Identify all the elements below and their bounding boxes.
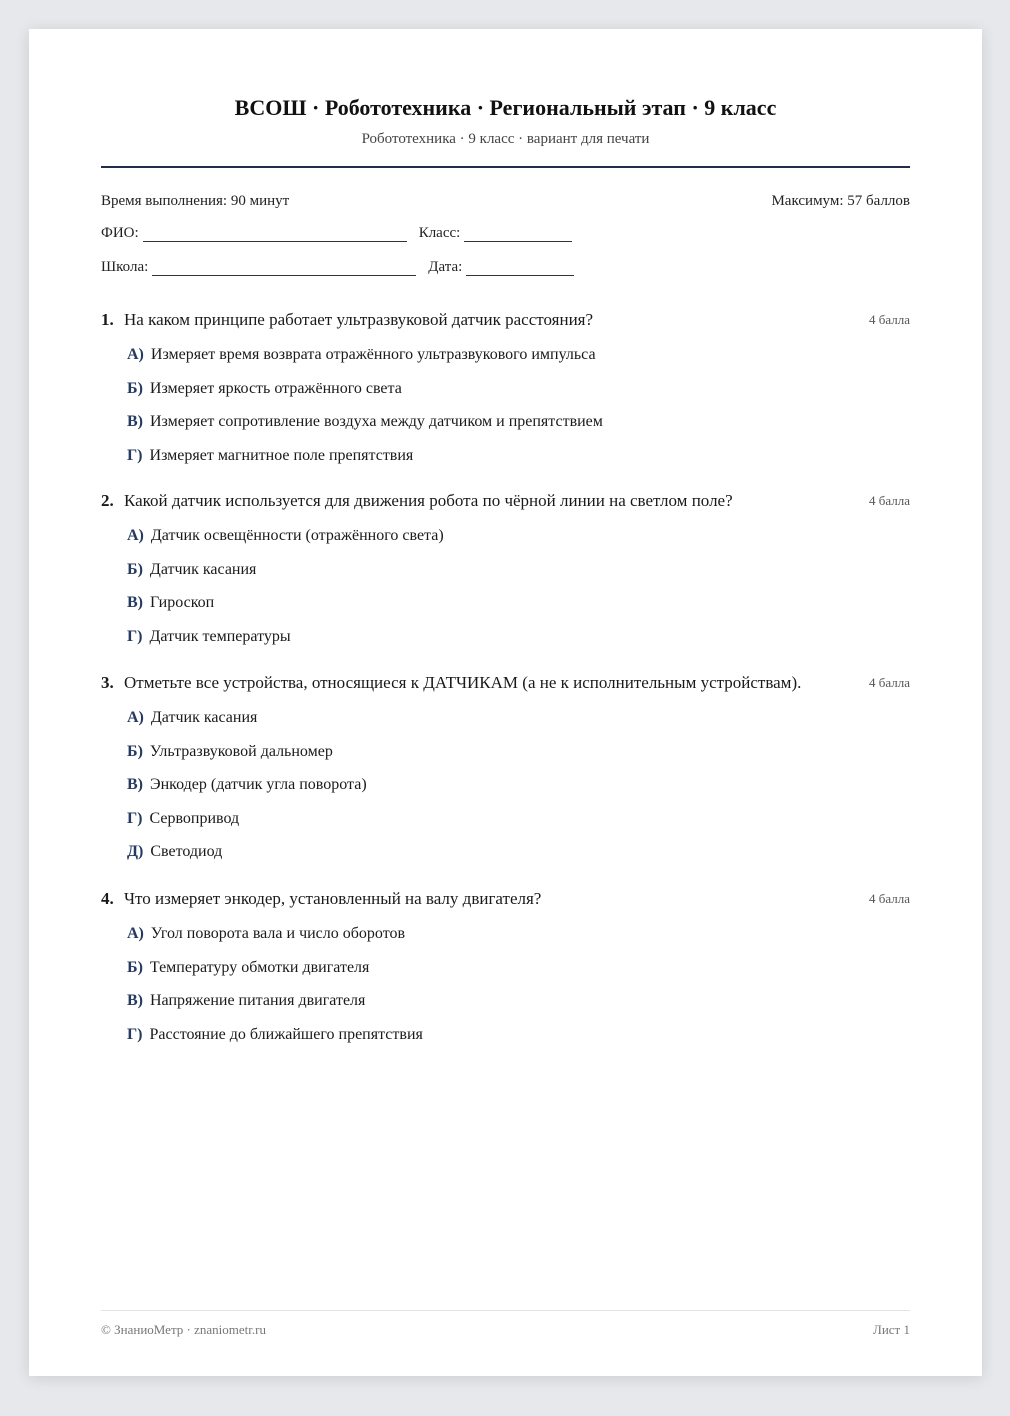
- option-letter: Б): [127, 379, 143, 397]
- option-letter: В): [127, 992, 143, 1010]
- answer-option[interactable]: [127, 808, 910, 842]
- question-points: 4 балла: [869, 312, 910, 327]
- question-header: [101, 672, 910, 694]
- option-text: Гироскоп: [150, 594, 215, 612]
- option-text: Напряжение питания двигателя: [150, 992, 366, 1010]
- answer-option[interactable]: [127, 344, 910, 378]
- answer-options: [127, 923, 910, 1057]
- option-letter: Г): [127, 809, 143, 827]
- question-points: 4 балла: [869, 891, 910, 906]
- option-text: Измеряет время возврата отражённого ультразвукового импульса: [150, 346, 596, 363]
- answer-option[interactable]: [127, 707, 910, 741]
- option-text: Температуру обмотки двигателя: [149, 958, 370, 976]
- question-number: 4.: [101, 889, 114, 908]
- question-text: Какой датчик используется для движения робота по чёрной линии на светлом поле?: [124, 491, 733, 510]
- meta-row: [101, 193, 910, 210]
- option-text: Угол поворота вала и число оборотов: [150, 925, 406, 942]
- copyright: © ЗнаниоМетр · znaniometr.ru: [101, 1322, 266, 1337]
- option-text: Измеряет сопротивление воздуха между датчиком и препятствием: [150, 413, 603, 431]
- answer-option[interactable]: [127, 559, 910, 593]
- school-label: Школа:: [101, 259, 149, 275]
- fio-label: ФИО:: [101, 225, 139, 241]
- option-letter: Д): [127, 843, 144, 861]
- question-number: 1.: [101, 310, 114, 329]
- footer: [101, 1322, 910, 1338]
- answer-options: [127, 525, 910, 659]
- max-score: Максимум: 57 баллов: [771, 193, 910, 209]
- answer-options: [127, 344, 910, 478]
- footer-divider: [101, 1310, 910, 1311]
- question-header: [101, 888, 910, 910]
- option-letter: А): [127, 346, 144, 363]
- option-text: Датчик касания: [149, 560, 257, 578]
- question: [101, 490, 910, 659]
- answer-option[interactable]: [127, 411, 910, 445]
- question-text: Что измеряет энкодер, установленный на валу двигателя?: [124, 889, 542, 908]
- option-text: Сервопривод: [149, 809, 240, 827]
- fio-class-row: [101, 225, 910, 242]
- question: [101, 672, 910, 875]
- option-text: Датчик освещённости (отражённого света): [150, 527, 444, 544]
- answer-option[interactable]: [127, 445, 910, 479]
- question: [101, 888, 910, 1057]
- option-letter: А): [127, 925, 144, 942]
- school-field[interactable]: [152, 260, 416, 276]
- answer-option[interactable]: [127, 841, 910, 875]
- option-text: Ультразвуковой дальномер: [149, 742, 333, 760]
- question-text: Отметьте все устройства, относящиеся к ДАТЧИКАМ (а не к исполнительным устройствам).: [124, 673, 802, 692]
- header-divider: [101, 166, 910, 168]
- question-number: 2.: [101, 491, 114, 510]
- school-date-row: [101, 259, 910, 276]
- sheet-number: Лист 1: [873, 1322, 910, 1337]
- question-number: 3.: [101, 673, 114, 692]
- answer-option[interactable]: [127, 741, 910, 775]
- page-subtitle: Робототехника · 9 класс · вариант для печати: [361, 131, 650, 147]
- fio-field[interactable]: [143, 226, 407, 242]
- answer-option[interactable]: [127, 990, 910, 1024]
- option-letter: Б): [127, 560, 143, 578]
- option-letter: Б): [127, 742, 143, 760]
- option-letter: В): [127, 413, 143, 431]
- sheet-content: [101, 29, 910, 1376]
- question-points: 4 балла: [869, 675, 910, 690]
- option-text: Измеряет магнитное поле препятствия: [149, 446, 414, 464]
- option-text: Датчик температуры: [149, 627, 291, 645]
- option-text: Измеряет яркость отражённого света: [149, 379, 402, 397]
- question-text: На каком принципе работает ультразвуковой датчик расстояния?: [124, 310, 594, 329]
- option-letter: А): [127, 527, 144, 544]
- option-text: Датчик касания: [150, 709, 258, 726]
- option-letter: В): [127, 776, 143, 794]
- option-text: Энкодер (датчик угла поворота): [150, 776, 367, 794]
- date-label: Дата:: [428, 259, 463, 275]
- answer-option[interactable]: [127, 592, 910, 626]
- option-letter: А): [127, 709, 144, 726]
- question-header: [101, 490, 910, 512]
- answer-option[interactable]: [127, 957, 910, 991]
- option-letter: Б): [127, 958, 143, 976]
- answer-option[interactable]: [127, 1024, 910, 1058]
- option-text: Светодиод: [150, 843, 223, 861]
- paper-sheet: [29, 29, 982, 1376]
- answer-options: [127, 707, 910, 875]
- answer-option[interactable]: [127, 774, 910, 808]
- question: [101, 309, 910, 478]
- option-letter: В): [127, 594, 143, 612]
- time-limit: Время выполнения: 90 минут: [101, 193, 290, 209]
- answer-option[interactable]: [127, 626, 910, 660]
- class-field[interactable]: [464, 226, 572, 242]
- option-letter: Г): [127, 627, 143, 645]
- date-field[interactable]: [466, 260, 574, 276]
- answer-option[interactable]: [127, 378, 910, 412]
- question-points: 4 балла: [869, 493, 910, 508]
- option-text: Расстояние до ближайшего препятствия: [149, 1025, 423, 1043]
- option-letter: Г): [127, 1025, 143, 1043]
- answer-option[interactable]: [127, 923, 910, 957]
- class-label: Класс:: [418, 225, 461, 241]
- question-header: [101, 309, 910, 331]
- option-letter: Г): [127, 446, 143, 464]
- page-title: ВСОШ · Робототехника · Региональный этап · 9 класс: [234, 95, 777, 120]
- answer-option[interactable]: [127, 525, 910, 559]
